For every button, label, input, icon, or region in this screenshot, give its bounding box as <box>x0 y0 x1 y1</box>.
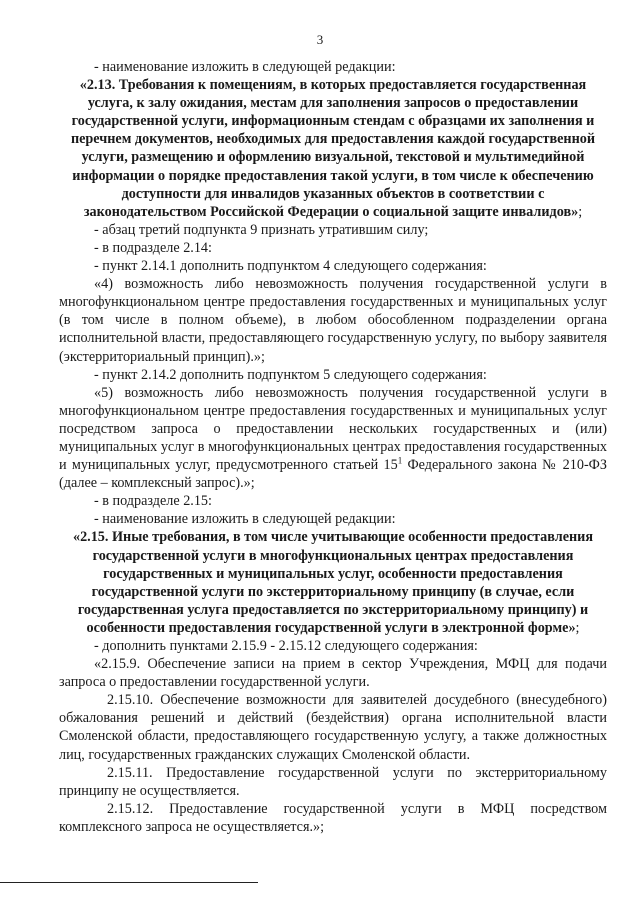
paragraph: 2.15.12. Предоставление государственной услуги в МФЦ посредством комплексного запроса не осуществляется.»; <box>59 800 607 835</box>
paragraph: 2.15.11. Предоставление государственной услуги по экстерриториальному принципу не осуществляется. <box>59 764 607 799</box>
footnote-separator-line <box>0 882 258 883</box>
section-2-13-title <box>59 76 607 221</box>
paragraph: - в подразделе 2.15: <box>94 493 212 510</box>
paragraph-text-tail: Федерального закона № 210-ФЗ (далее – комплексный запрос).»; <box>59 457 607 492</box>
paragraph: 2.15.10. Обеспечение возможности для заявителей досудебного (внесудебного) обжалования решений и действий (бездействия) органа исполнительной власти Смоленской области, предоставляющего государственную услугу, а также должностных лиц, государственных гражданских служащих Смоленской области. <box>59 692 607 763</box>
paragraph: - дополнить пунктами 2.15.9 - 2.15.12 следующего содержания: <box>94 638 478 654</box>
paragraph: - наименование изложить в следующей редакции: <box>94 59 396 75</box>
paragraph: - абзац третий подпункта 9 признать утратившим силу; <box>94 221 429 238</box>
paragraph: - наименование изложить в следующей редакции: <box>94 511 396 528</box>
section-2-15-title <box>59 528 607 637</box>
footnote-superscript: 1 <box>397 455 403 466</box>
punctuation: ; <box>578 203 583 220</box>
paragraph-text: «5) возможность либо невозможность получения государственной услуги в многофункциональном центре предоставления государственных и муниципальных услуг посредством запроса о предоставлении нескольких государственных и (или) муниципальных услуг в многофункциональных центрах предоставления государственных и муниципальных услуг, предусмотренного статьей 15 <box>59 384 607 474</box>
document-body <box>59 58 607 836</box>
section-2-13-title-text: «2.13. Требования к помещениям, в которых предоставляется государственная услуга, к залу ожидания, местам для заполнения запросов о предоставлении государственной услуги, информационным стендам с образцами их заполнения и перечнем документов, необходимых для предоставления каждой государственной услуги, размещению и оформлению визуальной, текстовой и мультимедийной информации о порядке предоставления такой услуги, в том числе к обеспечению доступности для инвалидов указанных объектов в соответствии с законодательством Российской Федерации о социальной защите инвалидов» <box>70 77 596 220</box>
paragraph: «2.15.9. Обеспечение записи на прием в сектор Учреждения, МФЦ для подачи запроса о предоставлении государственной услуги. <box>59 656 607 691</box>
paragraph: - в подразделе 2.14: <box>94 239 212 256</box>
paragraph: - пункт 2.14.1 дополнить подпунктом 4 следующего содержания: <box>94 258 487 275</box>
page-number: 3 <box>316 32 324 47</box>
section-2-15-title-text: «2.15. Иные требования, в том числе учитывающие особенности предоставления государственной услуги в многофункциональных центрах предоставления государственных и муниципальных услуг, особенности предоставления государственной услуги по экстерриториальному принципу (в случае, если государственная услуга предоставляется по экстерриториальному принципу) и особенности предоставления государственной услуги в электронной форме» <box>72 529 594 636</box>
paragraph: - пункт 2.14.2 дополнить подпунктом 5 следующего содержания: <box>94 366 487 383</box>
paragraph: «4) возможность либо невозможность получения государственной услуги в многофункциональном центре предоставления государственных и муниципальных услуг (в том числе в полном объеме), в любом обособленном подразделении органа исполнительной власти, предоставляющего государственную услугу, по выбору заявителя (экстерриториальный принцип).»; <box>59 276 607 365</box>
punctuation: ; <box>575 619 580 636</box>
paragraph <box>59 384 607 493</box>
